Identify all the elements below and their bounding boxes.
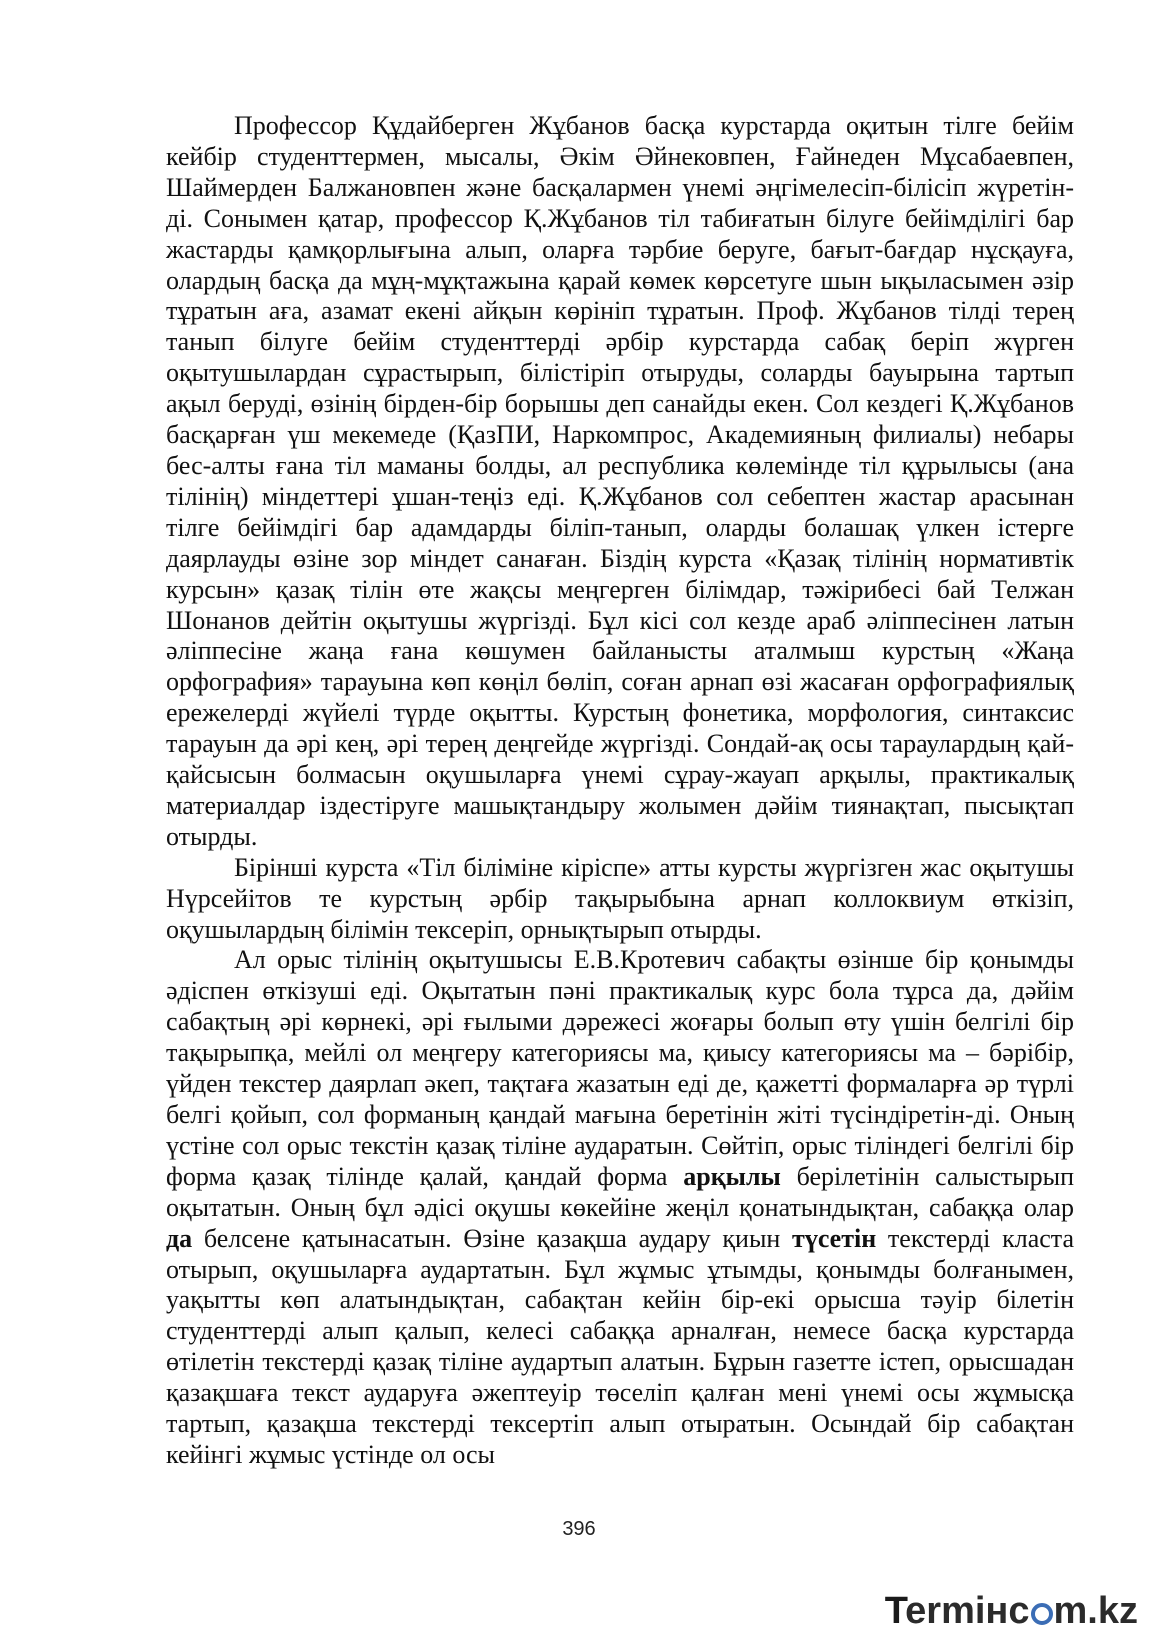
document-body	[166, 111, 1074, 1471]
page-number: 396	[562, 1518, 596, 1540]
paragraph-text: Ал орыс тілінің оқытушысы Е.В.Кротевич сабақты өзінше бір қонымды әдіспен өткізуші еді. Оқытатын пәні практикалық курс бола тұрса да, дәйім сабақтың әрі көрнекі, әрі ғылыми дәрежесі жоғары болып өту үшін белгілі бір тақырыпқа, мейлі ол меңгеру категориясы ма, қиысу категориясы ма – бәрібір, үйден текстер даярлап әкеп, тақтаға жазатын еді де, қажетті формаларға әр түрлі белгі қойып, сол форманың қандай мағына беретінін жіті түсіндіретін-ді. Оның үстіне сол орыс текстін қазақ тіліне аударатын. Сөйтіп, орыс тіліндегі белгілі бір форма қазақ тілінде қалай, қандай форма	[166, 945, 1074, 1191]
watermark-text-mid: ermiнc	[905, 1590, 1030, 1632]
paragraph-text: Профессор Құдайберген Жұбанов басқа курстарда оқитын тілге бейім кейбір студенттермен, мысалы, Әкім Әйнековпен, Ғайнеден Мұсабаевпен, Шаймерден Балжановпен және басқалармен үнемі әңгімелесіп-білісіп жүретін-ді. Сонымен қатар, профессор Қ.Жұбанов тіл табиғатын білуге бейімділігі бар жастарды қамқорлығына алып, оларға тәрбие беруге, бағыт-бағдар нұсқауға, олардың басқа да мұң-мұқтажына қарай көмек көрсетуге шын ықыласымен әзір тұратын аға, азамат екені айқын көрініп тұратын. Проф. Жұбанов тілді терең танып білуге бейім студенттерді әрбір курстарда сабақ беріп жүрген оқытушылардан сұрастырып, білістіріп отыруды, соларды бауырына тартып ақыл беруді, өзінің бірден-бір борышы деп санайды екен. Сол кездегі Қ.Жұбанов басқарған үш мекемеде (ҚазПИ, Наркомпрос, Академияның филиалы) небары бес-алты ғана тіл маманы болды, ал республика көлемінде тіл құрылысы (ана тілінің) міндеттері ұшан-теңіз еді. Қ.Жұбанов сол себептен жастар арасынан тілге бейімдігі бар адамдарды біліп-танып, оларды болашақ үлкен істерге даярлауды өзіне зор міндет санаған. Біздің курста «Қазақ тілінің нормативтік курсын» қазақ тілін өте жақсы меңгерген білімдар, тәжірибесі бай Телжан Шонанов дейтін оқытушы жүргізді. Бұл кісі сол кезде араб әліппесінен латын әліппесіне жаңа ғана көшумен байланысты аталмыш курстың «Жаңа орфография» тарауына көп көңіл бөліп, соған арнап өзі жасаған орфографиялық ережелерді жүйелі түрде оқытты. Курстың фонетика, морфология, синтаксис тарауын да әрі кең, әрі терең деңгейде жүргізді. Сондай-ақ осы тараулардың қай-қайсысын болмасын оқушыларға үнемі сұрау-жауап арқылы, практикалық материалдар іздестіруге машықтандыру жолымен дәйім тиянақтап, пысықтап отырды.	[166, 111, 1074, 851]
paragraph	[166, 853, 1074, 946]
site-watermark-logo	[885, 1590, 1138, 1633]
paragraph	[166, 111, 1074, 853]
bold-text: арқылы	[683, 1161, 781, 1191]
bold-text: түсетін	[792, 1223, 877, 1253]
paragraph-text: берілетінін салыстырып оқытатын. Оның бұл әдісі оқушы көкейіне жеңіл қонатындықтан, сабаққа олар	[166, 1161, 1075, 1222]
bold-text: да	[166, 1223, 193, 1253]
watermark-letter-t: T	[884, 1590, 906, 1632]
paragraph-text: белсене қатынасатын. Өзіне қазақша аудару қиын	[192, 1223, 793, 1253]
watermark-text-end: m.kz	[1053, 1590, 1138, 1632]
paragraph	[166, 945, 1074, 1470]
watermark-o-ring-icon	[1031, 1603, 1053, 1625]
paragraph-text: текстерді класта отырып, оқушыларға аудартатын. Бұл жұмыс ұтымды, қонымды болғанымен, уақытты көп алатындықтан, сабақтан кейін бір-екі орысша тәуір білетін студенттерді алып қалып, келесі сабаққа арналған, немесе басқа курстарда өтілетін текстерді қазақ тіліне аудартып алатын. Бұрын газетте істеп, орысшадан қазақшаға текст аударуға әжептеуір төселіп қалған мені үнемі осы жұмысқа тартып, қазақша текстерді тексертіп алып отыратын. Осындай бір сабақтан кейінгі жұмыс үстінде ол осы	[166, 1223, 1074, 1469]
paragraph-text: Бірінші курста «Тіл біліміне кіріспе» атты курсты жүргізген жас оқытушы Нүрсейітов те курстың әрбір тақырыбына арнап коллоквиум өткізіп, оқушылардың білімін тексеріп, орнықтырып отырды.	[166, 852, 1074, 944]
